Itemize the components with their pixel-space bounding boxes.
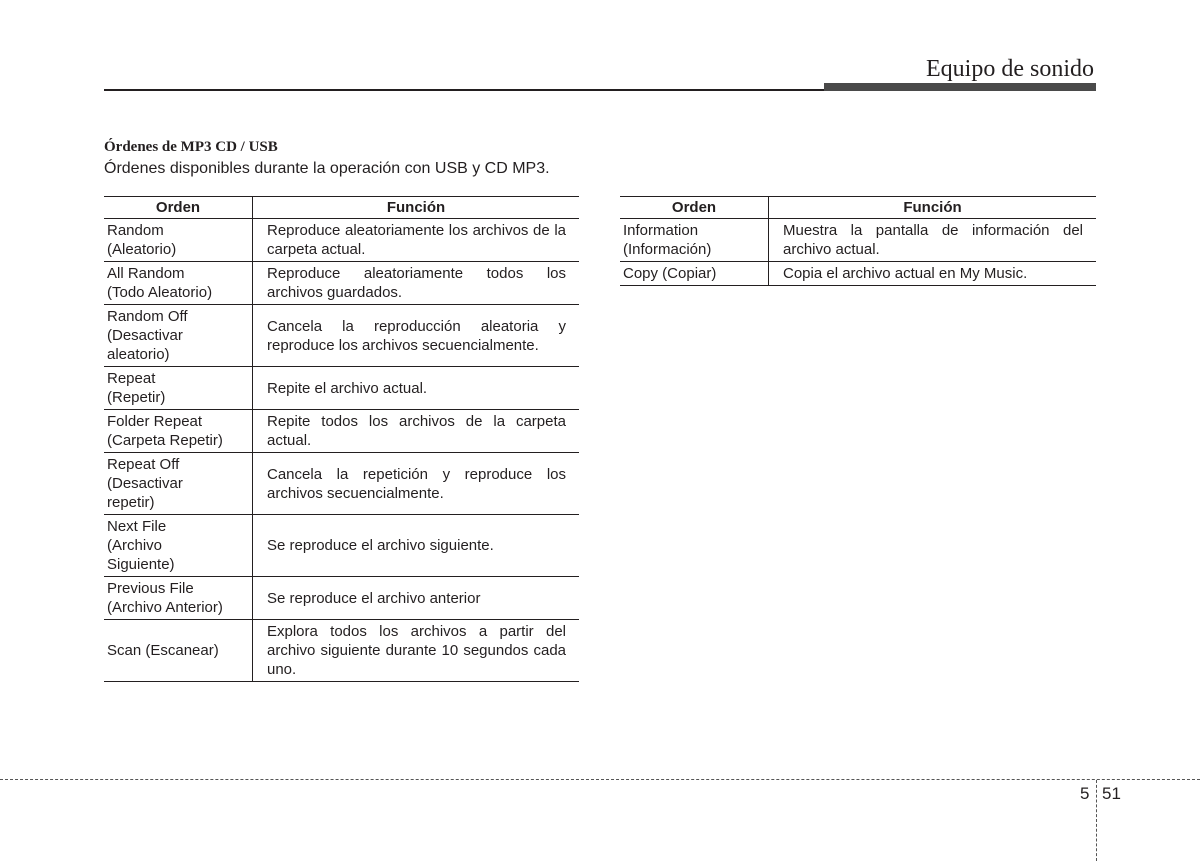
table-header-row	[104, 197, 579, 219]
column-header-funcion: Función	[253, 197, 580, 219]
command-name-cell: Random (Aleatorio)	[104, 219, 253, 262]
command-function-cell: Reproduce aleatoriamente los archivos de la carpeta actual.	[253, 219, 580, 262]
command-function-cell: Se reproduce el archivo siguiente.	[253, 515, 580, 577]
column-header-funcion: Función	[769, 197, 1097, 219]
section-heading: Órdenes de MP3 CD / USB	[104, 139, 278, 155]
chapter-number: 5	[1080, 784, 1090, 803]
column-header-orden: Orden	[104, 197, 253, 219]
command-function-cell: Muestra la pantalla de información del archivo actual.	[769, 219, 1097, 262]
table-row	[620, 219, 1096, 262]
table-row	[104, 620, 579, 682]
page-header-title: Equipo de sonido	[926, 56, 1094, 82]
command-function-cell: Repite el archivo actual.	[253, 367, 580, 410]
commands-table-right	[620, 196, 1096, 286]
command-name-cell: Next File (Archivo Siguiente)	[104, 515, 253, 577]
commands-table-left	[104, 196, 579, 682]
command-function-cell: Cancela la repetición y reproduce los archivos secuencialmente.	[253, 453, 580, 515]
table-row	[104, 577, 579, 620]
table-header-row	[620, 197, 1096, 219]
page-number: 51	[1102, 784, 1121, 803]
header-rule	[104, 89, 824, 91]
command-name-cell: Previous File (Archivo Anterior)	[104, 577, 253, 620]
command-name-cell: Scan (Escanear)	[104, 620, 253, 682]
command-name-cell: Random Off (Desactivar aleatorio)	[104, 305, 253, 367]
table-row	[104, 515, 579, 577]
header-rule-accent	[824, 83, 1096, 91]
command-function-cell: Reproduce aleatoriamente todos los archivos guardados.	[253, 262, 580, 305]
command-function-cell: Cancela la reproducción aleatoria y reproduce los archivos secuencialmente.	[253, 305, 580, 367]
table-row	[104, 453, 579, 515]
command-name-cell: Information (Información)	[620, 219, 769, 262]
table-row	[104, 219, 579, 262]
table-row	[104, 410, 579, 453]
table-body	[620, 219, 1096, 286]
command-name-cell: Repeat (Repetir)	[104, 367, 253, 410]
table-row	[620, 262, 1096, 286]
footer-dashed-rule	[0, 779, 1200, 780]
section-intro: Órdenes disponibles durante la operación con USB y CD MP3.	[104, 160, 550, 177]
command-name-cell: Copy (Copiar)	[620, 262, 769, 286]
command-function-cell: Se reproduce el archivo anterior	[253, 577, 580, 620]
command-name-cell: All Random (Todo Aleatorio)	[104, 262, 253, 305]
table-row	[104, 305, 579, 367]
footer-dashed-divider	[1096, 780, 1097, 861]
command-function-cell: Repite todos los archivos de la carpeta actual.	[253, 410, 580, 453]
table-body	[104, 219, 579, 682]
table-row	[104, 367, 579, 410]
command-name-cell: Repeat Off (Desactivar repetir)	[104, 453, 253, 515]
command-name-cell: Folder Repeat (Carpeta Repetir)	[104, 410, 253, 453]
column-header-orden: Orden	[620, 197, 769, 219]
table-row	[104, 262, 579, 305]
command-function-cell: Explora todos los archivos a partir del archivo siguiente durante 10 segundos cada uno.	[253, 620, 580, 682]
command-function-cell: Copia el archivo actual en My Music.	[769, 262, 1097, 286]
